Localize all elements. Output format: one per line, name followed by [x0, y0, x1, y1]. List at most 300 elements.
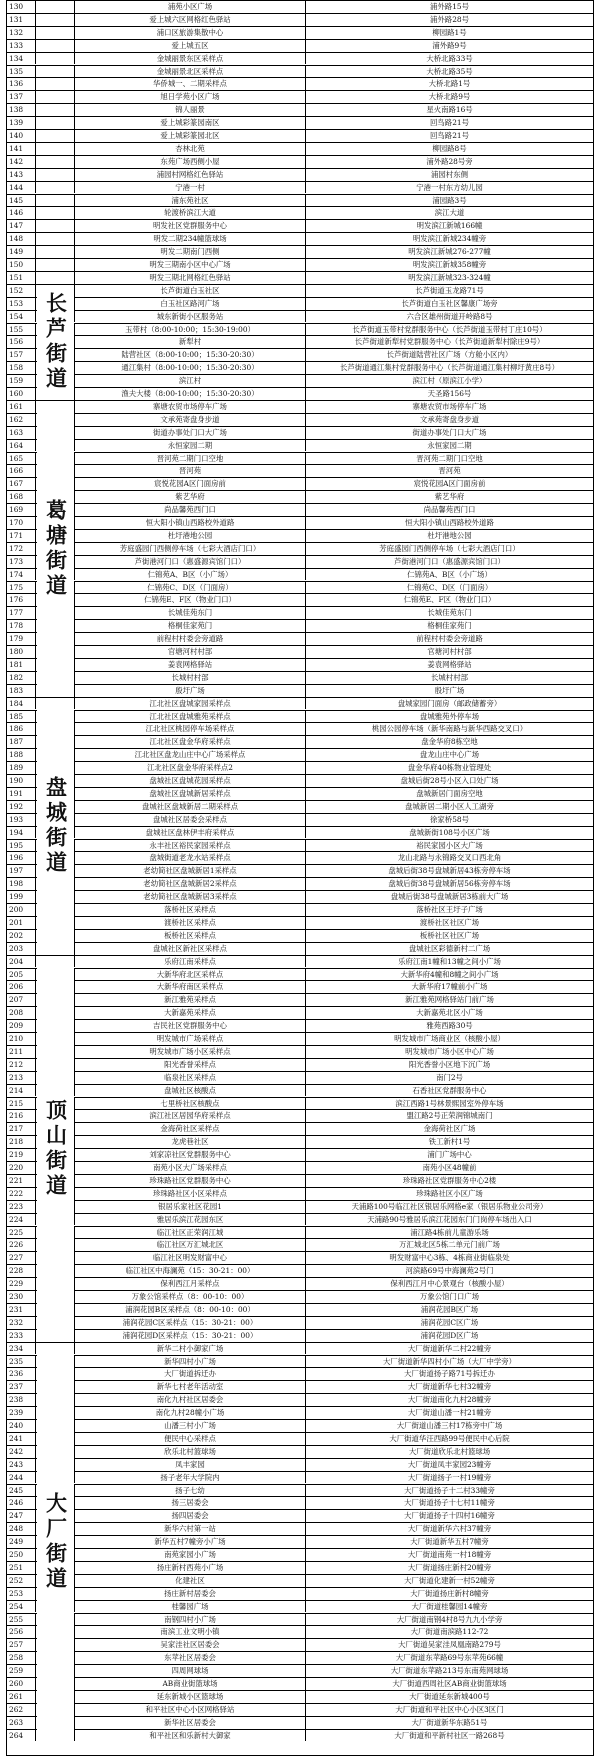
table-row [7, 374, 593, 387]
table-row [7, 284, 593, 297]
table-row [7, 52, 593, 65]
table-row [7, 1122, 593, 1135]
site-address: 大厂街道新华东路51号 [411, 1717, 488, 1727]
row-number: 149 [7, 246, 36, 258]
site-name: 浦东苑社区 [74, 195, 306, 207]
site-address: 长城村村部 [431, 672, 468, 682]
site-name: 吴家洼社区居委会 [74, 1639, 306, 1651]
site-name: 大新嘉苑采样点 [74, 1007, 306, 1019]
table-row [7, 555, 593, 568]
table-row [7, 839, 593, 852]
row-number: 186 [7, 723, 36, 735]
site-name: 扬三居委会 [74, 1497, 306, 1509]
table-row [7, 452, 593, 465]
row-number: 248 [7, 1523, 36, 1535]
site-address: 大厂街道新华五村7幢旁 [410, 1537, 489, 1547]
row-number: 193 [7, 814, 36, 826]
site-name: 大新华府南区采样点 [74, 981, 306, 993]
row-number: 235 [7, 1356, 36, 1368]
site-name: 滨江社区居园华府采样点 [74, 1110, 306, 1122]
table-row [7, 761, 593, 774]
site-name: 东苑广场西侧小屋 [74, 156, 306, 168]
site-name: 长城村村部 [74, 672, 306, 684]
row-number: 152 [7, 285, 36, 297]
table-row [7, 1019, 593, 1032]
site-name: 新华四村小广场 [74, 1356, 306, 1368]
site-address: 明发城市广场小区中心广场 [405, 1046, 494, 1056]
table-row [7, 387, 593, 400]
row-number: 239 [7, 1407, 36, 1419]
site-address: 南门2号 [436, 1072, 463, 1082]
site-address: 明发滨江新城166幢 [416, 221, 483, 231]
site-name: 明发二期南门西侧 [74, 246, 306, 258]
site-name: 明发城市广场小区采样点 [74, 1046, 306, 1058]
row-number: 176 [7, 594, 36, 606]
site-address: 官塘河村村部 [427, 647, 472, 656]
site-address: 盘城后街28号小区入口处广场 [400, 776, 499, 785]
site-address: 浦园村东侧 [431, 169, 468, 179]
table-row [7, 1509, 593, 1522]
site-name: 临泉社区采样点 [74, 1072, 306, 1084]
site-name: 宁港一村 [74, 182, 306, 194]
site-name: 保利西江月采样点 [74, 1278, 306, 1290]
table-row [7, 426, 593, 439]
site-address: 晋河苑 [438, 466, 461, 476]
table-row [7, 232, 593, 245]
table-row [7, 542, 593, 555]
site-name: 旭日学苑小区广场 [74, 91, 306, 103]
table-row [7, 206, 593, 219]
site-name: 明发社区党群服务中心 [74, 220, 306, 232]
site-address: 杜圩港地公园 [427, 530, 472, 540]
site-name: 浦润花园C区采样点（15：30-21：00） [74, 1317, 306, 1329]
row-number: 179 [7, 633, 36, 645]
row-number: 158 [7, 362, 36, 374]
table-row [7, 619, 593, 632]
site-address: 珍珠路社区小区广场 [416, 1188, 483, 1198]
row-number: 164 [7, 440, 36, 452]
site-address: 长芦街道玉带村党群服务中心（长芦街道玉带村丁庄10号） [352, 324, 547, 334]
row-number: 192 [7, 801, 36, 813]
site-address: 盘金华府40栋物业管理处 [407, 763, 492, 773]
site-address: 浦润花园D区广场 [420, 1330, 479, 1340]
site-name: 仁锦苑A、B区（小广场） [74, 569, 306, 581]
site-address: 文承苑寄盘身步道 [419, 414, 480, 424]
row-number: 143 [7, 169, 36, 181]
site-name: 临江社区万汇城北区 [74, 1239, 306, 1251]
table-row [7, 1071, 593, 1084]
table-row [7, 1677, 593, 1690]
table-row [7, 529, 593, 542]
street-label-dachang [37, 1342, 74, 1741]
table-row [7, 503, 593, 516]
row-number: 137 [7, 91, 36, 103]
table-row [7, 1161, 593, 1174]
site-address: 浦外路28号旁 [426, 156, 473, 166]
row-number: 163 [7, 427, 36, 439]
row-number: 200 [7, 904, 36, 916]
site-address: 浦外路9号 [432, 40, 467, 50]
row-number: 170 [7, 517, 36, 529]
row-number: 145 [7, 195, 36, 207]
site-address: 天圣路156号 [427, 389, 472, 398]
table-row [7, 1522, 593, 1535]
table-row [7, 1045, 593, 1058]
site-name: 临江社区正荣润江城 [74, 1227, 306, 1239]
site-address: 姜袁网格驿站 [427, 659, 472, 669]
site-address: 大厂街道和平新村社区一路268号 [394, 1730, 505, 1740]
site-address: 落桥社区王圩子广场 [416, 905, 483, 914]
site-address: 浦外路28号 [430, 14, 469, 24]
table-row [7, 890, 593, 903]
table-row [7, 1187, 593, 1200]
table-row [7, 1355, 593, 1368]
street-label-pancheng [37, 697, 74, 955]
table-row [7, 735, 593, 748]
site-name: 紫艺华府 [74, 491, 306, 503]
site-name: 新华二村小御家广场 [74, 1343, 306, 1355]
row-number: 184 [7, 698, 36, 710]
table-row [7, 929, 593, 942]
site-address: 大桥北路33号 [426, 53, 473, 63]
site-address: 天浦路100号临江社区银居乐网格e家（银居乐物业公司旁） [351, 1201, 548, 1211]
site-address: 保利西江月中心景观台（核酸小屋） [390, 1279, 509, 1289]
site-name: 明发三期北网格红色驿站 [74, 272, 306, 284]
row-number: 138 [7, 104, 36, 116]
site-address: 盘城新街108号小区广场 [409, 827, 490, 837]
row-number: 133 [7, 40, 36, 52]
site-address: 长芦街道新犁村党群服务中心（长芦街道新犁村除庄9号） [354, 337, 545, 347]
site-name: 渔夫大楼（8:00-10:00；15:30-20:30） [74, 388, 306, 400]
site-name: 扬庄新村西苑小广场 [74, 1562, 306, 1574]
table-row [7, 955, 593, 968]
table-row [7, 1380, 593, 1393]
site-address: 长芦街道陆营社区广场（方舱小区内） [386, 350, 513, 360]
row-number: 254 [7, 1601, 36, 1613]
site-address: 大厂街道扬子十四村16幢旁 [404, 1511, 495, 1521]
site-address: 河滨路69号中海澜苑2号门 [405, 1266, 494, 1276]
site-name: 便民中心采样点 [74, 1433, 306, 1445]
row-number: 240 [7, 1420, 36, 1432]
table-row [7, 722, 593, 735]
table-row [7, 1213, 593, 1226]
site-address: 大厂街道东苹路213号东南苑网球场 [390, 1666, 509, 1676]
site-name: 南化九村28幢小广场 [74, 1407, 306, 1419]
site-address: 大厂街道扬子十七村11幢旁 [404, 1498, 495, 1508]
table-row [7, 348, 593, 361]
row-number: 199 [7, 891, 36, 903]
site-address: 长芦街道玉龙路71号 [415, 285, 484, 295]
row-number: 219 [7, 1149, 36, 1161]
site-address: 桃园公园停车场（新华南路与新华西路交叉口） [371, 724, 528, 734]
site-name: 桂馨园广场 [74, 1601, 306, 1613]
table-row [7, 1445, 593, 1458]
row-number: 214 [7, 1085, 36, 1097]
table-row [7, 65, 593, 78]
site-address: 长芦街道通江集村党群服务中心（长芦街道通江集村柳圩黄庄8号） [339, 363, 560, 373]
site-name: 仁锦苑C、D区（门面房） [74, 582, 306, 594]
row-number: 213 [7, 1072, 36, 1084]
site-address: 裕民家园小区大广场 [416, 840, 483, 850]
site-name: 浦园村网格红色驿站 [74, 169, 306, 181]
row-number: 173 [7, 556, 36, 568]
row-number: 218 [7, 1136, 36, 1148]
row-number: 174 [7, 569, 36, 581]
table-row [7, 1303, 593, 1316]
site-address: 大桥北路9号 [428, 92, 471, 102]
site-address: 大厂街道山潘三村17栋旁中广场 [396, 1421, 503, 1430]
row-number: 141 [7, 143, 36, 155]
site-table [6, 0, 594, 1756]
row-number: 154 [7, 311, 36, 323]
row-number: 228 [7, 1265, 36, 1277]
row-number: 227 [7, 1252, 36, 1264]
table-row [7, 787, 593, 800]
site-name: 新犁村 [74, 336, 306, 348]
site-address: 盘城后街38号盘城新居3栋前大广场 [390, 892, 509, 902]
row-number: 159 [7, 375, 36, 387]
site-name: 和平社区和乐新村大御家 [74, 1730, 306, 1742]
site-address: 格桐佳家苑门 [427, 621, 472, 631]
row-number: 131 [7, 14, 36, 26]
site-name: 爱上城五区 [74, 40, 306, 52]
site-name: 盘城社区盘城新居采样点 [74, 788, 306, 800]
row-number: 206 [7, 981, 36, 993]
site-address: 明发滨江新城323-324幢 [408, 272, 491, 282]
site-name: 明发城市广场采样点 [74, 1033, 306, 1045]
table-row [7, 1097, 593, 1110]
site-name: 雅居乐滨江花园东区 [74, 1214, 306, 1226]
table-row [7, 606, 593, 619]
table-row [7, 1419, 593, 1432]
row-number: 258 [7, 1652, 36, 1664]
site-address: 石香社区党群服务中心 [412, 1085, 487, 1095]
row-number: 139 [7, 117, 36, 129]
site-name: 轮渡桥滨江大道 [74, 207, 306, 219]
table-row [7, 1032, 593, 1045]
site-name: 新华五村7幢旁小广场 [74, 1536, 306, 1548]
site-name: 滨江村 [74, 375, 306, 387]
site-name: 江北社区盘金华府采样点 [74, 736, 306, 748]
table-row [7, 1548, 593, 1561]
row-number: 185 [7, 711, 36, 723]
table-row [7, 297, 593, 310]
site-name: 爱上城彩篆园北区 [74, 130, 306, 142]
table-row [7, 1458, 593, 1471]
site-name: 江北社区桃园停车场采样点 [74, 723, 306, 735]
site-name: 南滨工业文明小镇 [74, 1626, 306, 1638]
site-address: 盘城新居二期小区人工湖旁 [405, 801, 494, 811]
row-number: 165 [7, 453, 36, 465]
site-name: 恒大阳小镇山西路校外道路 [74, 517, 306, 529]
table-row [7, 1277, 593, 1290]
site-address: 滨江大道 [434, 208, 465, 218]
table-row [7, 464, 593, 477]
site-name: 华侨城一、二期采样点 [74, 78, 306, 90]
site-name: 玉带村（8:00-10:00；15:30-19:00） [74, 324, 306, 336]
table-row [7, 490, 593, 503]
site-address: 浦门广场中心 [427, 1150, 472, 1160]
site-name: 长城佳苑东门 [74, 607, 306, 619]
table-row [7, 1484, 593, 1497]
row-number: 260 [7, 1678, 36, 1690]
site-name: 万象公馆采样点（8：00-10：00） [74, 1291, 306, 1303]
site-name: 陆营社区（8:00-10:00；15:30-20:30） [74, 349, 306, 361]
site-name: 江北社区盘龙山庄中心广场采样点 [74, 749, 306, 761]
row-number: 160 [7, 388, 36, 400]
site-name: 新华六村第一站 [74, 1523, 306, 1535]
table-row [7, 1703, 593, 1716]
row-number: 230 [7, 1291, 36, 1303]
site-name: 珍珠路社区小区采样点 [74, 1188, 306, 1200]
row-number: 194 [7, 827, 36, 839]
table-row [7, 116, 593, 129]
site-name: 银居乐家社区花园1 [74, 1201, 306, 1213]
table-row [7, 1058, 593, 1071]
site-address: 回鸟路21号 [430, 131, 469, 140]
row-number: 171 [7, 530, 36, 542]
site-name: 尚品馨苑西门口 [74, 504, 306, 516]
row-number: 252 [7, 1575, 36, 1587]
row-number: 162 [7, 414, 36, 426]
site-name: 明发二期234幢篮球场 [74, 233, 306, 245]
table-row [7, 1613, 593, 1626]
site-name: 板桥社区采样点 [74, 930, 306, 942]
site-address: 万象公馆门口广场 [419, 1292, 480, 1301]
table-row [7, 826, 593, 839]
table-row [7, 1729, 593, 1742]
table-row [7, 168, 593, 181]
row-number: 237 [7, 1381, 36, 1393]
site-name: 城东新街小区服务站 [74, 311, 306, 323]
row-number: 249 [7, 1536, 36, 1548]
table-row [7, 194, 593, 207]
site-name: 姜袁网格驿站 [74, 659, 306, 671]
site-name: 明发三期南小区中心广场 [74, 259, 306, 271]
row-number: 202 [7, 930, 36, 942]
table-row [7, 1561, 593, 1574]
table-row [7, 1200, 593, 1213]
site-name: 浦口区旅游集散中心 [74, 27, 306, 39]
table-row [7, 310, 593, 323]
site-address: 浦润花园B区广场 [420, 1304, 479, 1314]
table-row [7, 103, 593, 116]
site-address: 大厂街道扬庄新村20幢旁 [407, 1562, 492, 1572]
site-name: 南苑小区大广场采样点 [74, 1162, 306, 1174]
site-name: 盘城社区盘城花园采样点 [74, 775, 306, 787]
row-number: 209 [7, 1020, 36, 1032]
site-address: 大厂街道新华二村22幢旁 [407, 1343, 492, 1353]
site-address: 芦街港河门口（惠盛源宾馆门口） [394, 556, 505, 566]
table-row [7, 697, 593, 710]
site-name: 江北社区盘城雅苑采样点 [74, 711, 306, 723]
row-number: 147 [7, 220, 36, 232]
street-label-text: 顶山街道 [43, 1098, 69, 1199]
table-row [7, 1316, 593, 1329]
site-address: 大厂街道南滨路112-72 [410, 1627, 489, 1637]
table-row [7, 774, 593, 787]
table-row [7, 258, 593, 271]
site-address: 徐家桥58号 [430, 814, 469, 824]
table-row [7, 864, 593, 877]
site-name: 新华七村老年活动室 [74, 1381, 306, 1393]
site-name: 盘城社区新社区采样点 [74, 943, 306, 955]
table-row [7, 632, 593, 645]
row-number: 136 [7, 78, 36, 90]
site-name: 老幼简社区盘城新居1采样点 [74, 865, 306, 877]
row-number: 257 [7, 1639, 36, 1651]
table-row [7, 916, 593, 929]
table-row [7, 77, 593, 90]
site-address: 大厂街道吴家洼凤凰南路279号 [398, 1640, 501, 1650]
table-row [7, 1393, 593, 1406]
site-name: 南钢四村小广场 [74, 1614, 306, 1626]
site-name: 江北社区盘金华府采样点2 [74, 762, 306, 774]
site-address: 大新华府4幢和8幢之间小广场 [400, 969, 499, 979]
table-row [7, 1471, 593, 1484]
site-address: 大厂街道欣乐北村篮球场 [408, 1446, 491, 1456]
row-number: 250 [7, 1549, 36, 1561]
site-address: 盟江路2号正荣润锦城南门 [406, 1111, 493, 1121]
site-address: 晋河苑二期门口空地 [416, 453, 483, 463]
table-row [7, 993, 593, 1006]
table-row [7, 13, 593, 26]
site-address: 大新华府17幢前小广场 [411, 982, 488, 992]
table-row [7, 645, 593, 658]
site-name: 爱上城六区网格红色驿站 [74, 14, 306, 26]
site-name: 白玉社区路河广场 [74, 298, 306, 310]
site-name: 临江社区中海澜苑（15：30-21：00） [74, 1265, 306, 1277]
site-name: 老幼简社区盘城新居3采样点 [74, 891, 306, 903]
table-row [7, 400, 593, 413]
row-number: 225 [7, 1227, 36, 1239]
site-name: 盘城社区居委会采样点 [74, 814, 306, 826]
site-name: 南化九村社区居委会 [74, 1394, 306, 1406]
street-label-text: 盘城街道 [43, 776, 69, 877]
row-number: 251 [7, 1562, 36, 1574]
row-number: 208 [7, 1007, 36, 1019]
site-name: 欣乐北村篮球场 [74, 1446, 306, 1458]
table-row [7, 684, 593, 697]
row-number: 161 [7, 401, 36, 413]
site-address: 浦江路4栋前儿童游乐场 [410, 1227, 489, 1237]
table-row [7, 1006, 593, 1019]
site-name: 金城丽景北区采样点 [74, 66, 306, 78]
row-number: 155 [7, 324, 36, 336]
site-address: 南苑小区48幢前 [422, 1163, 477, 1172]
row-number: 234 [7, 1343, 36, 1355]
row-number: 229 [7, 1278, 36, 1290]
site-address: 回鸟路21号 [430, 118, 469, 128]
row-number: 196 [7, 852, 36, 864]
row-number: 233 [7, 1330, 36, 1342]
site-address: 盘城新居门面房空地 [416, 788, 483, 798]
row-number: 221 [7, 1175, 36, 1187]
site-address: 天浦路90号雅居乐滨江花园东门门岗停车场出入口 [367, 1214, 532, 1224]
site-name: 扬庄新村居委会 [74, 1588, 306, 1600]
site-name: 和平社区中心小区网格驿站 [74, 1704, 306, 1716]
site-address: 金海荷社区广场 [423, 1124, 476, 1134]
site-name: 大厂街道拆迁办 [74, 1368, 306, 1380]
site-name: 扬子老年大学院内 [74, 1472, 306, 1484]
row-number: 195 [7, 840, 36, 852]
table-row [7, 1251, 593, 1264]
row-number: 181 [7, 659, 36, 671]
site-name: 金城丽景东区采样点 [74, 53, 306, 65]
table-row [7, 477, 593, 490]
row-number: 189 [7, 762, 36, 774]
site-name: 浦苑小区广场 [74, 1, 306, 13]
